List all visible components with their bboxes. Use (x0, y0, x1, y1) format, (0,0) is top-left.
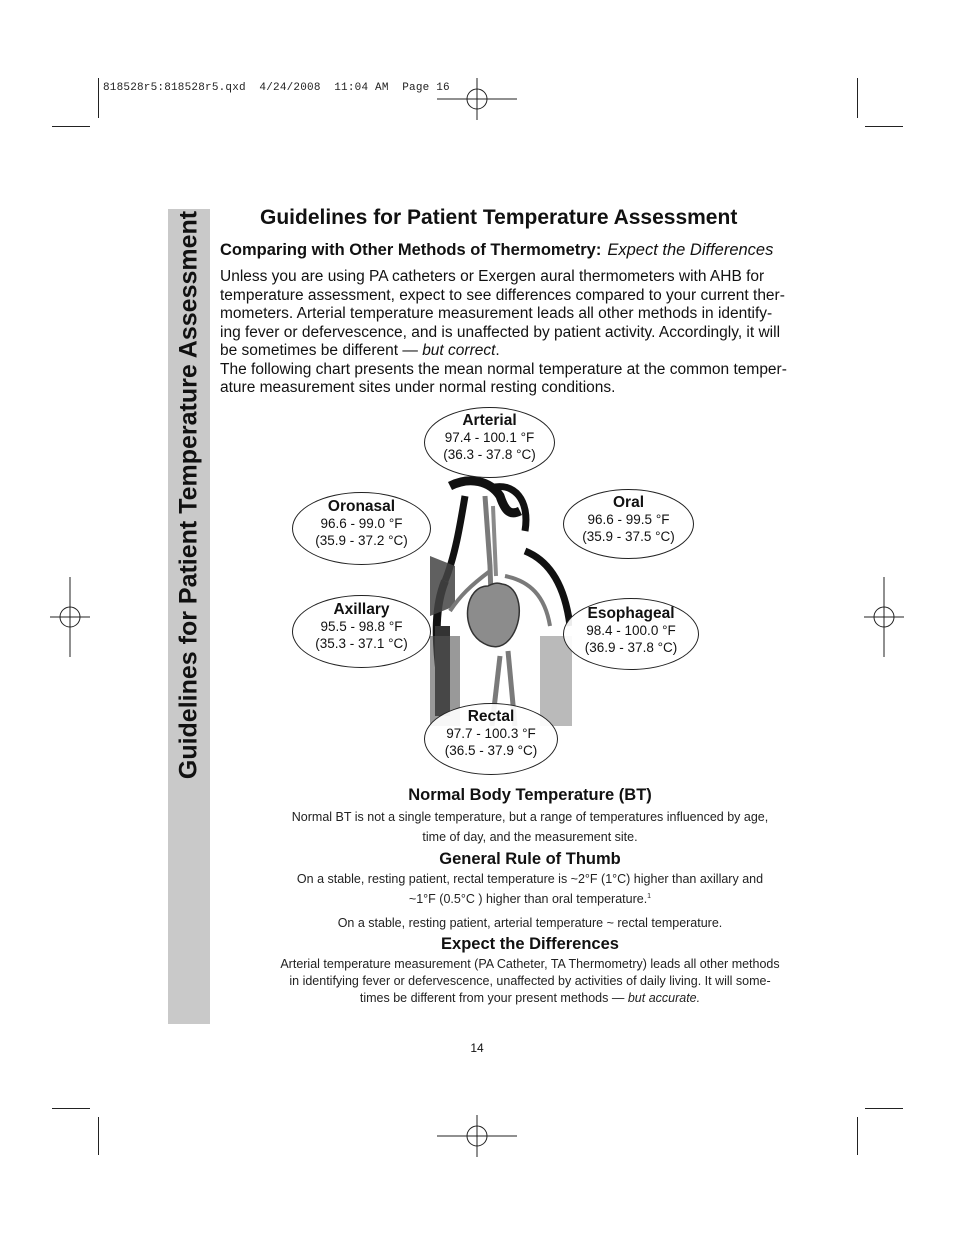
site-name: Rectal (467, 708, 515, 725)
subtitle (220, 241, 773, 260)
site-name: Arterial (462, 412, 517, 429)
site-arterial (424, 407, 555, 478)
printer-slug: 818528r5:818528r5.qxd 4/24/2008 11:04 AM Page 16 (103, 82, 450, 94)
site-celsius: (36.9 - 37.8 °C) (584, 640, 678, 655)
site-celsius: (36.3 - 37.8 °C) (443, 447, 536, 462)
intro-last: be sometimes be different — (220, 342, 418, 359)
normal-bt-heading: Normal Body Temperature (BT) (408, 786, 652, 804)
site-celsius: (36.5 - 37.9 °C) (444, 743, 538, 758)
normal-bt-text (230, 807, 830, 847)
intro-line: The following chart presents the mean normal temperature at the common temper- (220, 360, 787, 378)
site-name: Axillary (333, 601, 390, 618)
text-line: Arterial temperature measurement (PA Catheter, TA Thermometry) leads all other methods (280, 957, 780, 971)
crop-mark (857, 1117, 858, 1155)
rule-of-thumb-heading: General Rule of Thumb (439, 850, 621, 868)
site-axillary (292, 595, 431, 668)
site-celsius: (35.3 - 37.1 °C) (315, 636, 408, 651)
intro-line: mometers. Arterial temperature measurement leads all other methods in identify- (220, 305, 773, 322)
site-fahrenheit: 96.6 - 99.5 °F (587, 512, 670, 527)
intro-line: Unless you are using PA catheters or Exergen aural thermometers with AHB for (220, 268, 765, 285)
expect-text (230, 956, 830, 1007)
text-line (230, 990, 830, 1007)
intro-text (220, 268, 800, 398)
text-line: time of day, and the measurement site. (422, 830, 638, 844)
crop-mark (98, 78, 99, 118)
rule-of-thumb-text (230, 871, 830, 932)
text-line: Normal BT is not a single temperature, but a range of temperatures influenced by age, (291, 810, 769, 824)
text-segment: times be different from your present methods — (359, 991, 625, 1005)
site-fahrenheit: 97.4 - 100.1 °F (444, 430, 535, 445)
registration-mark-top (437, 78, 517, 120)
intro-line (220, 342, 800, 361)
subtitle-bold: Comparing with Other Methods of Thermometry: (220, 241, 602, 259)
text-line: On a stable, resting patient, arterial temperature ~ rectal temperature. (337, 916, 723, 931)
site-oral (563, 489, 694, 559)
crop-mark (52, 1108, 90, 1109)
site-celsius: (35.9 - 37.5 °C) (582, 529, 675, 544)
intro-italic: but correct (422, 342, 496, 359)
site-fahrenheit: 98.4 - 100.0 °F (586, 623, 676, 638)
site-name: Oronasal (327, 498, 396, 515)
intro-end: . (495, 342, 500, 359)
site-esophageal (563, 598, 699, 670)
site-name: Oral (612, 494, 644, 511)
page-title: Guidelines for Patient Temperature Assessment (260, 206, 738, 229)
page-number: 14 (470, 1041, 484, 1055)
text-line: On a stable, resting patient, rectal temperature is ~2°F (1°C) higher than axillary and (296, 872, 764, 886)
text-line (230, 888, 830, 908)
crop-mark (857, 78, 858, 118)
intro-line: ature measurement sites under normal resting conditions. (220, 379, 616, 396)
crop-mark (52, 126, 90, 127)
site-rectal (424, 703, 558, 775)
body-circulation-illustration (430, 476, 572, 726)
site-fahrenheit: 95.5 - 98.8 °F (320, 619, 403, 634)
text-segment: ~1°F (0.5°C ) higher than oral temperature. (408, 892, 648, 907)
crop-mark (865, 1108, 903, 1109)
footnote-marker: 1 (647, 893, 652, 900)
text-line: in identifying fever or defervescence, unaffected by activities of daily living. It will some- (289, 974, 771, 988)
registration-mark-bottom (437, 1115, 517, 1157)
site-fahrenheit: 97.7 - 100.3 °F (446, 726, 536, 741)
expect-heading: Expect the Differences (441, 935, 619, 953)
site-name: Esophageal (587, 605, 675, 622)
text-italic: but accurate. (627, 991, 701, 1005)
site-fahrenheit: 96.6 - 99.0 °F (320, 516, 403, 531)
registration-mark-right (864, 577, 904, 657)
intro-line: temperature assessment, expect to see differences compared to your current ther- (220, 286, 785, 304)
subtitle-italic: Expect the Differences (607, 241, 774, 259)
intro-line: ing fever or defervescence, and is unaffected by patient activity. Accordingly, it will (220, 323, 781, 341)
site-celsius: (35.9 - 37.2 °C) (315, 533, 408, 548)
site-oronasal (292, 492, 431, 565)
crop-mark (98, 1117, 99, 1155)
crop-mark (865, 126, 903, 127)
registration-mark-left (50, 577, 90, 657)
side-title: Guidelines for Patient Temperature Assessment (174, 210, 203, 780)
